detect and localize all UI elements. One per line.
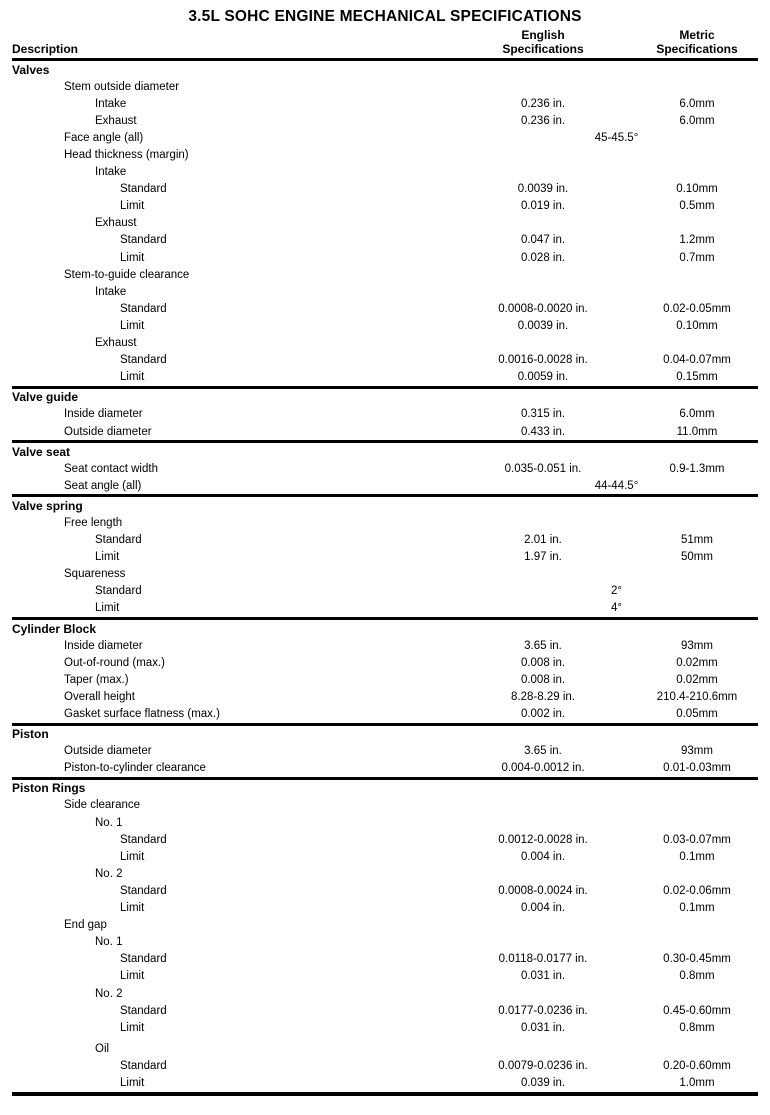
row-label: Face angle (all): [64, 131, 144, 144]
english-value: 0.0059 in.: [517, 371, 569, 384]
column-header-metric-line1: Metric: [679, 28, 715, 42]
column-header-english: [450, 28, 636, 56]
section-title: Cylinder Block: [12, 621, 97, 636]
metric-value: 0.02mm: [676, 656, 718, 669]
spec-table-body: [12, 58, 758, 1096]
spec-row: [12, 637, 758, 654]
spec-row: [12, 317, 758, 334]
span-value: 44-44.5°: [594, 479, 639, 492]
column-header-description: Description: [12, 42, 79, 56]
spec-row: [12, 78, 758, 95]
english-value: 0.002 in.: [520, 708, 566, 721]
row-label: Exhaust: [95, 114, 137, 127]
spec-row: [12, 1019, 758, 1036]
spec-row: [12, 583, 758, 600]
section-rows: [12, 637, 758, 722]
row-label: Limit: [95, 602, 120, 615]
metric-value: 0.02-0.06mm: [663, 884, 731, 897]
table-header: [12, 27, 758, 58]
metric-value: 0.8mm: [679, 970, 715, 983]
spec-row: [12, 146, 758, 163]
english-value: 0.0012-0.0028 in.: [498, 833, 588, 846]
spec-row: [12, 95, 758, 112]
spec-row: [12, 848, 758, 865]
row-label: Squareness: [64, 568, 126, 581]
column-header-english-line1: English: [521, 28, 565, 42]
english-value: 1.97 in.: [524, 551, 562, 564]
section-rows: [12, 514, 758, 617]
row-label: Stem outside diameter: [64, 80, 180, 93]
english-value: 8.28-8.29 in.: [511, 690, 575, 703]
metric-value: 50mm: [681, 551, 713, 564]
row-label: Standard: [95, 585, 142, 598]
row-label: Piston-to-cylinder clearance: [64, 762, 206, 775]
column-header-metric: [636, 28, 758, 56]
spec-row: [12, 406, 758, 423]
row-label: Inside diameter: [64, 408, 143, 421]
spec-row: [12, 249, 758, 266]
english-value: 3.65 in.: [524, 745, 562, 758]
spec-section: [12, 723, 758, 777]
spec-row: [12, 1002, 758, 1019]
metric-value: 0.01-0.03mm: [663, 762, 731, 775]
row-label: No. 2: [95, 987, 123, 1000]
metric-value: 0.10mm: [676, 183, 718, 196]
row-label: No. 1: [95, 936, 123, 949]
spec-row: [12, 600, 758, 617]
row-label: Intake: [95, 285, 127, 298]
row-label: Standard: [120, 833, 167, 846]
english-value: 0.035-0.051 in.: [504, 462, 582, 475]
spec-row: [12, 215, 758, 232]
spec-section: [12, 440, 758, 494]
spec-row: [12, 335, 758, 352]
english-value: 0.0079-0.0236 in.: [498, 1059, 588, 1072]
page-title: 3.5L SOHC ENGINE MECHANICAL SPECIFICATIONS: [188, 8, 582, 25]
row-label: Limit: [120, 251, 145, 264]
spec-row: [12, 743, 758, 760]
row-label: Seat contact width: [64, 462, 158, 475]
spec-row: [12, 566, 758, 583]
spec-row: [12, 1057, 758, 1074]
metric-value: 0.05mm: [676, 708, 718, 721]
row-label: Standard: [120, 1004, 167, 1017]
metric-value: 0.1mm: [679, 902, 715, 915]
english-value: 0.004 in.: [520, 902, 566, 915]
row-label: Free length: [64, 516, 123, 529]
section-title: Valve seat: [12, 444, 71, 459]
english-value: 0.008 in.: [520, 656, 566, 669]
spec-row: [12, 760, 758, 777]
metric-value: 0.5mm: [679, 200, 715, 213]
english-value: 0.0008-0.0020 in.: [498, 302, 588, 315]
spec-row: [12, 917, 758, 934]
spec-row: [12, 164, 758, 181]
section-title: Piston: [12, 727, 49, 742]
metric-value: 0.9-1.3mm: [669, 462, 725, 475]
row-label: Outside diameter: [64, 425, 152, 438]
english-value: 0.031 in.: [520, 1021, 566, 1034]
spec-row: [12, 460, 758, 477]
row-label: Seat angle (all): [64, 479, 142, 492]
spec-row: [12, 266, 758, 283]
metric-value: 210.4-210.6mm: [656, 690, 738, 703]
section-header: [12, 443, 758, 460]
spec-row: [12, 477, 758, 494]
row-label: Standard: [120, 234, 167, 247]
english-value: 0.0039 in.: [517, 319, 569, 332]
row-label: Exhaust: [95, 217, 137, 230]
english-value: 0.236 in.: [520, 114, 566, 127]
english-value: 0.039 in.: [520, 1076, 566, 1089]
row-label: Standard: [120, 1059, 167, 1072]
english-value: 0.008 in.: [520, 673, 566, 686]
spec-row: [12, 814, 758, 831]
row-label: Limit: [120, 319, 145, 332]
english-value: 0.433 in.: [520, 425, 566, 438]
row-label: No. 2: [95, 867, 123, 880]
english-value: 2.01 in.: [524, 534, 562, 547]
spec-row: [12, 934, 758, 951]
row-label: Limit: [95, 551, 120, 564]
row-label: Limit: [120, 850, 145, 863]
row-label: Limit: [120, 902, 145, 915]
spec-section: [12, 386, 758, 440]
row-label: End gap: [64, 919, 107, 932]
row-label: Limit: [120, 1076, 145, 1089]
spec-section: [12, 777, 758, 1092]
row-label: Intake: [95, 97, 127, 110]
english-value: 0.004 in.: [520, 850, 566, 863]
span-value: 2°: [611, 585, 622, 598]
spec-row: [12, 129, 758, 146]
spec-section: [12, 617, 758, 723]
row-label: Limit: [120, 200, 145, 213]
english-value: 0.0118-0.0177 in.: [498, 953, 588, 966]
metric-value: 0.04-0.07mm: [663, 354, 731, 367]
row-label: Limit: [120, 970, 145, 983]
row-label: Outside diameter: [64, 745, 152, 758]
row-label: Taper (max.): [64, 673, 129, 686]
row-label: Out-of-round (max.): [64, 656, 165, 669]
row-label: Inside diameter: [64, 639, 143, 652]
section-rows: [12, 406, 758, 440]
row-label: Standard: [120, 183, 167, 196]
metric-value: 6.0mm: [679, 408, 715, 421]
section-header: [12, 497, 758, 514]
section-rows: [12, 78, 758, 386]
spec-row: [12, 654, 758, 671]
spec-row: [12, 1074, 758, 1091]
english-value: 3.65 in.: [524, 639, 562, 652]
metric-value: 0.30-0.45mm: [663, 953, 731, 966]
spec-row: [12, 300, 758, 317]
english-value: 0.0177-0.0236 in.: [498, 1004, 588, 1017]
section-header: [12, 389, 758, 406]
row-label: Standard: [120, 953, 167, 966]
metric-value: 93mm: [681, 639, 713, 652]
spec-row: [12, 831, 758, 848]
metric-value: 6.0mm: [679, 114, 715, 127]
spec-row: [12, 112, 758, 129]
section-header: [12, 620, 758, 637]
english-value: 0.031 in.: [520, 970, 566, 983]
row-label: Exhaust: [95, 337, 137, 350]
spec-row: [12, 951, 758, 968]
spec-section: [12, 494, 758, 617]
section-title: Piston Rings: [12, 781, 86, 796]
section-title: Valve guide: [12, 390, 79, 405]
english-value: 0.019 in.: [520, 200, 566, 213]
metric-value: 1.2mm: [679, 234, 715, 247]
row-label: Limit: [120, 1021, 145, 1034]
spec-row: [12, 352, 758, 369]
section-header: [12, 61, 758, 78]
spec-row: [12, 283, 758, 300]
spec-row: [12, 900, 758, 917]
row-label: Head thickness (margin): [64, 149, 189, 162]
metric-value: 93mm: [681, 745, 713, 758]
spec-row: [12, 882, 758, 899]
row-label: Standard: [120, 884, 167, 897]
metric-value: 0.20-0.60mm: [663, 1059, 731, 1072]
spec-row: [12, 181, 758, 198]
section-header: [12, 726, 758, 743]
metric-value: 6.0mm: [679, 97, 715, 110]
english-value: 0.0008-0.0024 in.: [498, 884, 588, 897]
spec-row: [12, 1040, 758, 1057]
column-header-metric-line2: Specifications: [656, 42, 738, 56]
spec-row: [12, 198, 758, 215]
row-label: No. 1: [95, 816, 123, 829]
row-label: Standard: [95, 534, 142, 547]
row-label: Intake: [95, 166, 127, 179]
metric-value: 0.02-0.05mm: [663, 302, 731, 315]
section-rows: [12, 797, 758, 1092]
spec-row: [12, 514, 758, 531]
row-label: Standard: [120, 302, 167, 315]
row-label: Standard: [120, 354, 167, 367]
section-header: [12, 780, 758, 797]
spec-row: [12, 865, 758, 882]
spec-table: [12, 27, 758, 1096]
english-value: 0.028 in.: [520, 251, 566, 264]
spec-row: [12, 705, 758, 722]
row-label: Gasket surface flatness (max.): [64, 708, 220, 721]
span-value: 4°: [611, 602, 622, 615]
english-value: 0.315 in.: [520, 408, 566, 421]
row-label: Side clearance: [64, 799, 141, 812]
spec-row: [12, 968, 758, 985]
section-rows: [12, 743, 758, 777]
column-header-english-line2: Specifications: [502, 42, 584, 56]
spec-row: [12, 549, 758, 566]
row-label: Stem-to-guide clearance: [64, 268, 190, 281]
spec-row: [12, 688, 758, 705]
metric-value: 0.03-0.07mm: [663, 833, 731, 846]
row-label: Limit: [120, 371, 145, 384]
span-value: 45-45.5°: [594, 131, 639, 144]
metric-value: 11.0mm: [676, 425, 718, 438]
metric-value: 0.15mm: [676, 371, 718, 384]
spec-row: [12, 532, 758, 549]
spec-row: [12, 232, 758, 249]
metric-value: 1.0mm: [679, 1076, 715, 1089]
section-title: Valves: [12, 62, 50, 77]
spec-row: [12, 671, 758, 688]
english-value: 0.047 in.: [520, 234, 566, 247]
spec-row: [12, 985, 758, 1002]
spec-section: [12, 58, 758, 386]
row-label: Oil: [95, 1042, 110, 1055]
metric-value: 0.45-0.60mm: [663, 1004, 731, 1017]
metric-value: 0.8mm: [679, 1021, 715, 1034]
metric-value: 0.1mm: [679, 850, 715, 863]
section-title: Valve spring: [12, 498, 83, 513]
metric-value: 0.10mm: [676, 319, 718, 332]
metric-value: 0.02mm: [676, 673, 718, 686]
spec-row: [12, 797, 758, 814]
section-rows: [12, 460, 758, 494]
metric-value: 51mm: [681, 534, 713, 547]
spec-row: [12, 423, 758, 440]
english-value: 0.0039 in.: [517, 183, 569, 196]
spec-row: [12, 369, 758, 386]
row-label: Overall height: [64, 690, 135, 703]
metric-value: 0.7mm: [679, 251, 715, 264]
english-value: 0.0016-0.0028 in.: [498, 354, 588, 367]
english-value: 0.004-0.0012 in.: [501, 762, 585, 775]
english-value: 0.236 in.: [520, 97, 566, 110]
